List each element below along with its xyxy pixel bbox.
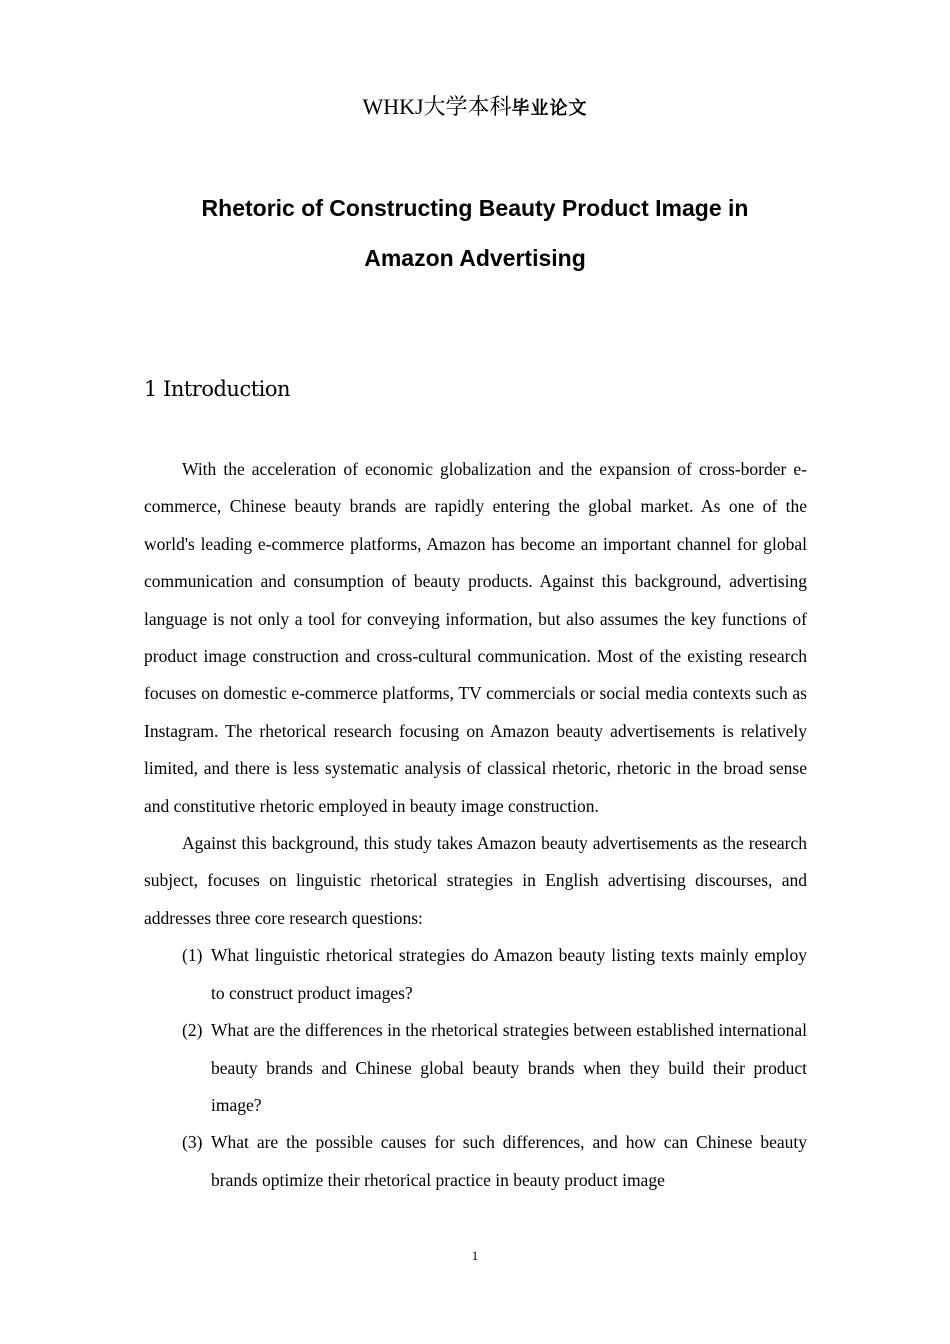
list-item-number: (2) [182,1020,203,1041]
list-item [144,937,807,1012]
list-item-text: What are the differences in the rhetorical strategies between established international beauty brands and Chinese global beauty brands when they build their product image? [211,1020,807,1115]
paper-title [0,183,950,283]
list-item-number: (1) [182,945,203,966]
running-header [0,92,950,124]
list-item-text: What are the possible causes for such differences, and how can Chinese beauty brands optimize their rhetorical practice in beauty product image [211,1132,807,1190]
title-line-2: Amazon Advertising [364,245,586,271]
list-item [144,1012,807,1124]
header-university: WHKJ大学本科 [362,94,512,119]
research-questions-list [144,937,807,1199]
paragraph-2: Against this background, this study takes Amazon beauty advertisements as the research subject, focuses on linguistic rhetorical strategies in English advertising discourses, and addresses three core research questions: [144,833,807,928]
header-thesis-label: 毕业论文 [511,98,588,119]
list-item-text: What linguistic rhetorical strategies do Amazon beauty listing texts mainly employ to construct product images? [211,945,807,1003]
page-number: 1 [471,1248,479,1263]
section-heading: 1 Introduction [144,377,291,401]
list-item-number: (3) [182,1132,203,1153]
body-text [144,451,807,1199]
title-line-1: Rhetoric of Constructing Beauty Product Image in [201,195,749,221]
list-item [144,1124,807,1199]
paragraph-1: With the acceleration of economic globalization and the expansion of cross-border e-commerce, Chinese beauty brands are rapidly entering the global market. As one of the world's leading e-commerce platforms, Amazon has become an important channel for global communication and consumption of beauty products. Against this background, advertising language is not only a tool for conveying information, but also assumes the key functions of product image construction and cross-cultural communication. Most of the existing research focuses on domestic e-commerce platforms, TV commercials or social media contexts such as Instagram. The rhetorical research focusing on Amazon beauty advertisements is relatively limited, and there is less systematic analysis of classical rhetoric, rhetoric in the broad sense and constitutive rhetoric employed in beauty image construction. [144,459,807,816]
